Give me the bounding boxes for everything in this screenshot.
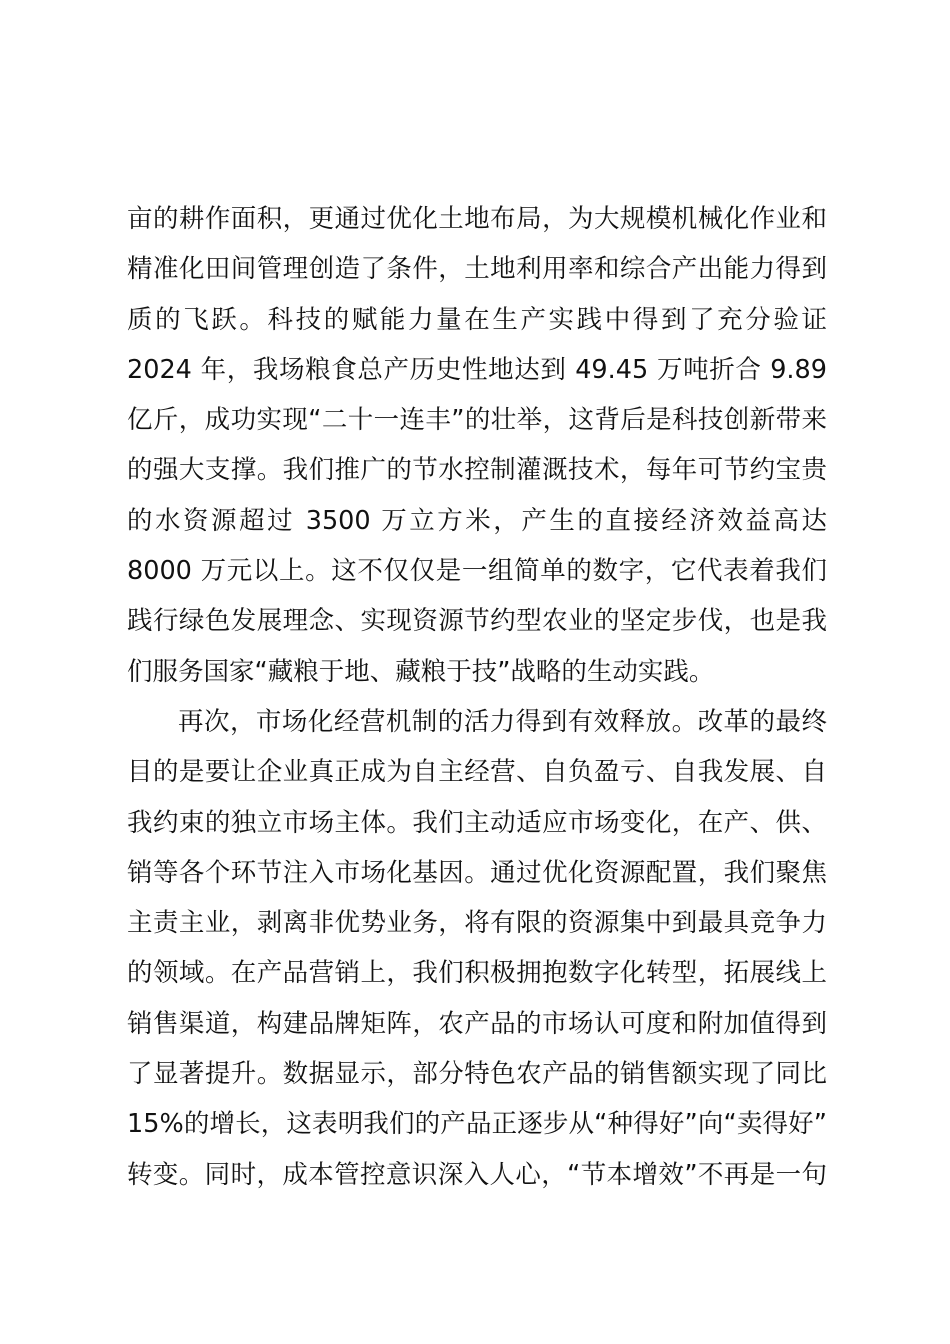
text-line: 主责主业，剥离非优势业务，将有限的资源集中到最具竞争力 [127,908,827,939]
text-line: 亩的耕作面积，更通过优化土地布局，为大规模机械化作业和 [127,204,827,234]
text-line: 的领域。在产品营销上，我们积极拥抱数字化转型，拓展线上 [127,958,827,989]
text-line: 精准化田间管理创造了条件，土地利用率和综合产出能力得到 [127,254,827,285]
text-line: 我约束的独立市场主体。我们主动适应市场变化，在产、供、 [127,807,827,838]
text-line: 销售渠道，构建品牌矩阵，农产品的市场认可度和附加值得到 [127,1008,827,1039]
body-text [127,194,827,1200]
text-line: 销等各个环节注入市场化基因。通过优化资源配置，我们聚焦 [127,857,827,888]
text-line: 目的是要让企业真正成为自主经营、自负盈亏、自我发展、自 [127,757,827,788]
text-line: 亿斤，成功实现“二十一连丰”的壮举，这背后是科技创新带来 [127,405,827,436]
text-line: 8000 万元以上。这不仅仅是一组简单的数字，它代表着我们 [127,556,827,587]
text-line: 了显著提升。数据显示，部分特色农产品的销售额实现了同比 [127,1059,827,1090]
text-line: 的水资源超过 3500 万立方米，产生的直接经济效益高达 [127,505,827,536]
text-line: 的强大支撑。我们推广的节水控制灌溉技术，每年可节约宝贵 [127,455,827,486]
text-line: 15%的增长，这表明我们的产品正逐步从“种得好”向“卖得好” [127,1109,827,1140]
text-line: 转变。同时，成本管控意识深入人心，“节本增效”不再是一句 [127,1159,827,1190]
text-line: 践行绿色发展理念、实现资源节约型农业的坚定步伐，也是我 [127,606,827,637]
text-line: 2024 年，我场粮食总产历史性地达到 49.45 万吨折合 9.89 [127,354,827,385]
paragraph-last-line: 们服务国家“藏粮于地、藏粮于技”战略的生动实践。 [127,656,715,687]
text-line: 质的飞跃。科技的赋能力量在生产实践中得到了充分验证 [127,304,827,335]
paragraph-first-line: 再次，市场化经营机制的活力得到有效释放。改革的最终 [178,706,827,737]
